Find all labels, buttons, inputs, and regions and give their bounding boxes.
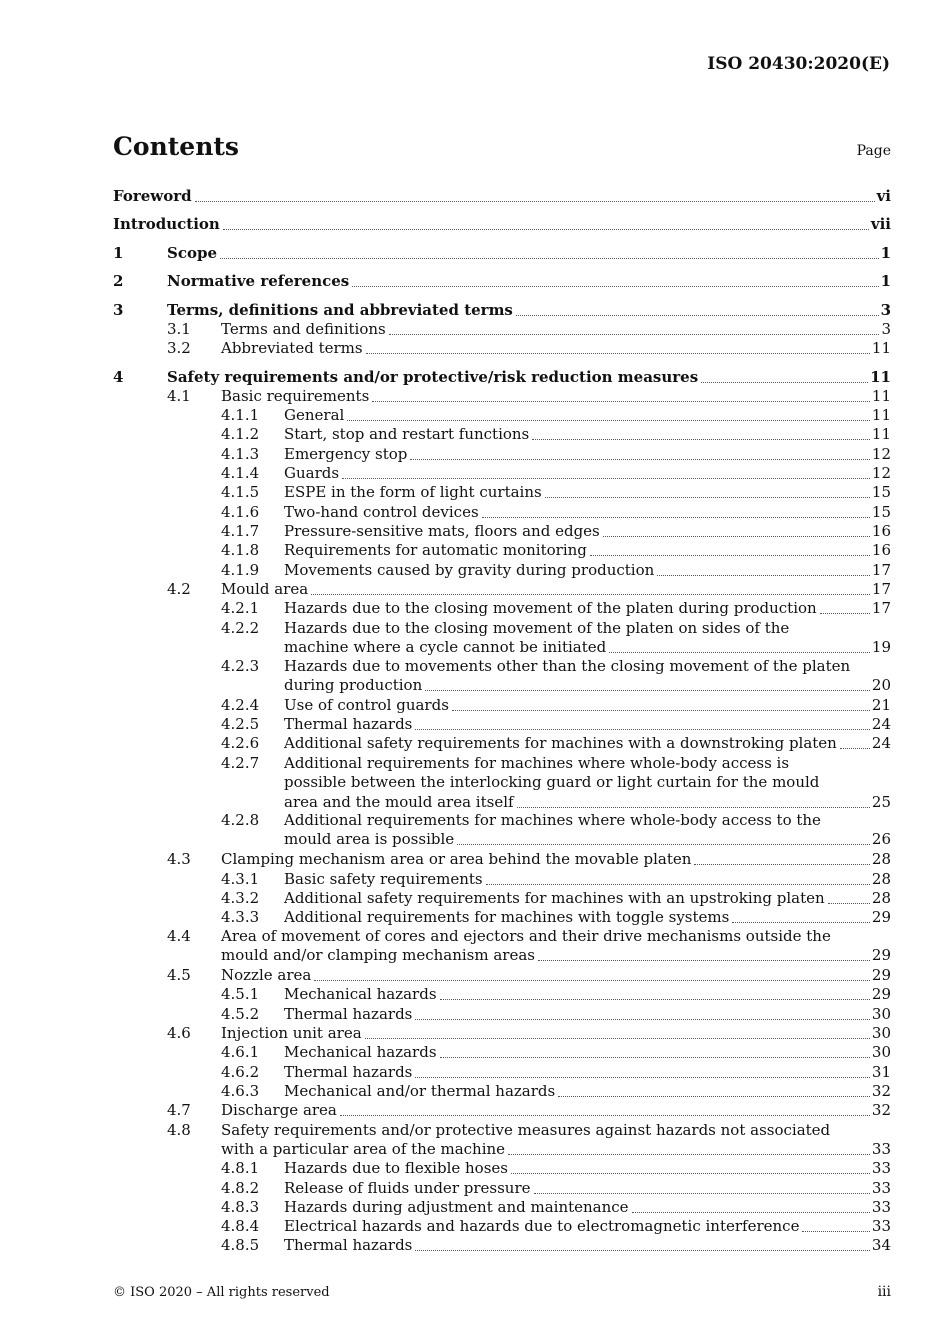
toc-entry-page: 25 [871, 792, 891, 811]
toc-entry-number: 4.5 [167, 966, 191, 984]
toc-entry-page: 16 [871, 522, 891, 540]
toc-entry-page: vi [876, 187, 891, 205]
toc-entry-number: 4.6.2 [221, 1063, 260, 1081]
toc-entry-number: 4.2 [167, 580, 191, 598]
toc-entry-title: Safety requirements and/or protective/risk reduction measures [167, 368, 699, 386]
toc-entry-title: Foreword [113, 187, 192, 205]
toc-entry-number: 4.5.1 [221, 985, 260, 1003]
dot-leader [352, 286, 878, 287]
dot-leader [347, 420, 870, 421]
toc-entry[interactable] [113, 406, 891, 425]
toc-entry-page: 29 [871, 985, 891, 1003]
toc-entry[interactable] [113, 301, 891, 320]
toc-entry[interactable] [113, 445, 891, 464]
toc-entry-title-line: Additional requirements for machines where whole-body access is [284, 754, 790, 772]
dot-leader [314, 980, 870, 981]
dot-leader [372, 401, 870, 402]
toc-entry[interactable] [113, 927, 891, 966]
toc-entry-page: 30 [871, 1005, 891, 1023]
toc-entry-title: Start, stop and restart functions [284, 425, 530, 443]
toc-entry-page: 33 [871, 1217, 891, 1235]
dot-leader [311, 594, 870, 595]
toc-entry-title: Nozzle area [221, 966, 312, 984]
toc-entry-title-line: Hazards due to the closing movement of the platen on sides of the [284, 619, 790, 637]
dot-leader [538, 960, 870, 961]
toc-entry-number: 4.1.1 [221, 406, 260, 424]
toc-entry-title: Basic safety requirements [284, 870, 483, 888]
dot-leader [415, 729, 870, 730]
toc-entry-title: Terms and definitions [221, 320, 386, 338]
toc-entry-page: 1 [880, 244, 891, 262]
toc-entry[interactable] [113, 1121, 891, 1160]
toc-entry-title: Hazards due to flexible hoses [284, 1159, 508, 1177]
toc-entry-number: 4.7 [167, 1101, 191, 1119]
toc-entry-number: 4.2.7 [221, 754, 260, 772]
toc-entry-title: Thermal hazards [284, 715, 413, 733]
toc-entry-title: ESPE in the form of light curtains [284, 483, 542, 501]
toc-entry-title: Requirements for automatic monitoring [284, 541, 587, 559]
toc-entry-number: 4.2.6 [221, 734, 260, 752]
toc-entry[interactable] [113, 599, 891, 618]
toc-entry-number: 4.1 [167, 387, 191, 405]
toc-entry-title-line: Hazards due to movements other than the closing movement of the platen [284, 657, 851, 675]
toc-entry-page: 33 [871, 1179, 891, 1197]
toc-entry-page: 15 [871, 503, 891, 521]
toc-entry-number: 1 [113, 244, 124, 262]
toc-entry[interactable] [113, 1024, 891, 1043]
toc-entry-number: 4.8 [167, 1121, 191, 1139]
dot-leader [452, 710, 870, 711]
toc-entry-page: 24 [871, 734, 891, 752]
dot-leader [532, 439, 870, 440]
toc-entry[interactable] [113, 464, 891, 483]
toc-entry-title: Terms, definitions and abbreviated terms [167, 301, 513, 319]
toc-entry-title: Discharge area [221, 1101, 337, 1119]
dot-leader [440, 999, 870, 1000]
dot-leader [632, 1212, 870, 1213]
dot-leader [457, 844, 870, 845]
toc-entry-number: 4.6.3 [221, 1082, 260, 1100]
toc-entry-title: Injection unit area [221, 1024, 362, 1042]
toc-entry[interactable] [113, 368, 891, 387]
toc-entry[interactable] [113, 503, 891, 522]
dot-leader [342, 478, 870, 479]
toc-entry-title: Thermal hazards [284, 1236, 413, 1254]
toc-entry-number: 4.3 [167, 850, 191, 868]
toc-entry-number: 4.1.7 [221, 522, 260, 540]
toc-entry-page: 19 [871, 638, 891, 657]
toc-entry-number: 4.8.3 [221, 1198, 260, 1216]
toc-entry-number: 4.1.5 [221, 483, 260, 501]
toc-entry-title: Basic requirements [221, 387, 370, 405]
toc-entry-page: 30 [871, 1024, 891, 1042]
dot-leader [365, 1038, 870, 1039]
toc-entry[interactable] [113, 387, 891, 406]
toc-entry-title-line: Additional requirements for machines where whole-body access to the [284, 811, 821, 829]
toc-entry-number: 4.5.2 [221, 1005, 260, 1023]
toc-entry-title: Mechanical hazards [284, 1043, 437, 1061]
dot-leader [828, 903, 870, 904]
toc-entry[interactable] [113, 339, 891, 358]
toc-entry-title: Normative references [167, 272, 350, 290]
toc-entry[interactable] [113, 754, 891, 812]
toc-entry-title-line: possible between the interlocking guard or light curtain for the mould [284, 773, 820, 792]
toc-entry[interactable] [113, 1043, 891, 1062]
dot-leader [223, 229, 869, 230]
toc-entry-number: 4 [113, 368, 124, 386]
toc-entry-number: 4.3.3 [221, 908, 260, 926]
dot-leader [415, 1077, 870, 1078]
toc-entry-title: General [284, 406, 345, 424]
toc-entry-title: Scope [167, 244, 218, 262]
dot-leader [840, 748, 870, 749]
page-title: Contents [113, 132, 240, 161]
toc-entry-title: Additional safety requirements for machines with a downstroking platen [284, 734, 837, 752]
toc-entry-page: 3 [881, 320, 891, 338]
footer-page-number: iii [877, 1284, 891, 1300]
toc-entry[interactable] [113, 1082, 891, 1101]
toc-entry[interactable] [113, 1217, 891, 1236]
toc-entry-title: Pressure-sensitive mats, floors and edges [284, 522, 600, 540]
toc-entry-page: 28 [871, 889, 891, 907]
toc-entry-title: Hazards during adjustment and maintenance [284, 1198, 629, 1216]
toc-entry-page: 16 [871, 541, 891, 559]
dot-leader [482, 517, 870, 518]
toc-entry-page: 11 [871, 339, 891, 357]
dot-leader [802, 1231, 869, 1232]
toc-entry-number: 4.2.2 [221, 619, 260, 637]
toc-entry-page: 20 [871, 676, 891, 695]
toc-entry[interactable] [113, 244, 891, 263]
toc-entry-page: 29 [871, 946, 891, 965]
toc-entry[interactable] [113, 696, 891, 715]
dot-leader [415, 1250, 870, 1251]
toc-entry-number: 4.2.5 [221, 715, 260, 733]
toc-entry-number: 3 [113, 301, 124, 319]
toc-entry-number: 3.1 [167, 320, 191, 338]
dot-leader [694, 864, 869, 865]
toc-entry-number: 4.4 [167, 927, 191, 945]
toc-entry-page: 30 [871, 1043, 891, 1061]
toc-entry-number: 4.2.4 [221, 696, 260, 714]
toc-entry-title: Introduction [113, 215, 220, 233]
dot-leader [410, 459, 870, 460]
toc-entry-number: 4.2.1 [221, 599, 260, 617]
toc-entry[interactable] [113, 425, 891, 444]
toc-entry[interactable] [113, 889, 891, 908]
toc-entry-title-line: Safety requirements and/or protective measures against hazards not associated [221, 1121, 831, 1139]
toc-entry-title: with a particular area of the machine [221, 1140, 506, 1159]
dot-leader [545, 497, 870, 498]
toc-entry-page: 3 [880, 301, 891, 319]
dot-leader [366, 353, 870, 354]
toc-entry[interactable] [113, 320, 891, 339]
dot-leader [415, 1019, 870, 1020]
page-column-label: Page [856, 143, 891, 159]
toc-entry-page: 33 [871, 1140, 891, 1159]
toc-entry-title: mould area is possible [284, 830, 455, 849]
toc-entry-number: 4.2.8 [221, 811, 260, 829]
toc-entry-page: 32 [871, 1101, 891, 1119]
dot-leader [732, 922, 870, 923]
toc-entry-number: 4.1.4 [221, 464, 260, 482]
toc-entry-title: Guards [284, 464, 340, 482]
toc-entry-number: 4.6.1 [221, 1043, 260, 1061]
toc-entry-title: Release of fluids under pressure [284, 1179, 531, 1197]
toc-entry-page: 12 [871, 445, 891, 463]
toc-entry-page: 17 [871, 580, 891, 598]
toc-entry-number: 4.1.6 [221, 503, 260, 521]
toc-entry-number: 4.8.4 [221, 1217, 260, 1235]
dot-leader [603, 536, 870, 537]
toc-entry-number: 4.8.1 [221, 1159, 260, 1177]
toc-entry[interactable] [113, 715, 891, 734]
toc-entry-page: 34 [871, 1236, 891, 1254]
dot-leader [340, 1115, 870, 1116]
toc-entry-title: Emergency stop [284, 445, 408, 463]
toc-entry-number: 4.1.3 [221, 445, 260, 463]
toc-entry-page: 11 [871, 387, 891, 405]
dot-leader [701, 382, 868, 383]
dot-leader [508, 1154, 870, 1155]
toc-entry[interactable] [113, 734, 891, 753]
toc-entry[interactable] [113, 985, 891, 1004]
toc-entry-number: 4.1.8 [221, 541, 260, 559]
toc-entry-page: 11 [870, 368, 891, 386]
toc-entry-title: Thermal hazards [284, 1063, 413, 1081]
toc-entry-number: 4.3.1 [221, 870, 260, 888]
toc-entry-title: during production [284, 676, 423, 695]
dot-leader [220, 258, 879, 259]
toc-entry-title: mould and/or clamping mechanism areas [221, 946, 535, 965]
dot-leader [534, 1193, 870, 1194]
toc-entry-title: machine where a cycle cannot be initiated [284, 638, 607, 657]
toc-entry-page: 21 [871, 696, 891, 714]
dot-leader [425, 690, 870, 691]
toc-entry-page: 28 [871, 850, 891, 868]
toc-entry[interactable] [113, 1198, 891, 1217]
toc-entry[interactable] [113, 580, 891, 599]
toc-entry-page: 11 [871, 406, 891, 424]
toc-entry[interactable] [113, 187, 891, 206]
toc-entry-number: 4.8.2 [221, 1179, 260, 1197]
toc-entry-title: Clamping mechanism area or area behind the movable platen [221, 850, 692, 868]
dot-leader [609, 652, 870, 653]
toc-entry[interactable] [113, 483, 891, 502]
toc-entry-title: Electrical hazards and hazards due to electromagnetic interference [284, 1217, 800, 1235]
toc-entry-number: 4.3.2 [221, 889, 260, 907]
toc-entry-title: Hazards due to the closing movement of the platen during production [284, 599, 817, 617]
toc-entry-page: 15 [871, 483, 891, 501]
toc-entry[interactable] [113, 522, 891, 541]
dot-leader [511, 1173, 870, 1174]
toc-entry[interactable] [113, 619, 891, 658]
toc-entry[interactable] [113, 811, 891, 850]
dot-leader [389, 334, 880, 335]
toc-entry-page: 12 [871, 464, 891, 482]
toc-entry-page: 1 [880, 272, 891, 290]
footer-copyright: © ISO 2020 – All rights reserved [113, 1285, 330, 1300]
toc-entry[interactable] [113, 1179, 891, 1198]
toc-entry-title: Additional safety requirements for machines with an upstroking platen [284, 889, 825, 907]
toc-entry-page: 17 [871, 561, 891, 579]
toc-entry-page: 28 [871, 870, 891, 888]
toc-entry-page: 29 [871, 966, 891, 984]
toc-entry-number: 4.6 [167, 1024, 191, 1042]
toc-entry-title: Additional requirements for machines with toggle systems [284, 908, 730, 926]
toc-entry-title: Mould area [221, 580, 309, 598]
toc-entry[interactable] [113, 541, 891, 560]
toc-entry-number: 3.2 [167, 339, 191, 357]
toc-entry[interactable] [113, 908, 891, 927]
toc-entry[interactable] [113, 966, 891, 985]
toc-entry-page: vii [870, 215, 891, 233]
toc-entry-title-line: Area of movement of cores and ejectors and their drive mechanisms outside the [221, 927, 831, 945]
toc-entry-number: 4.1.2 [221, 425, 260, 443]
toc-entry[interactable] [113, 1159, 891, 1178]
toc-entry-page: 31 [871, 1063, 891, 1081]
toc-entry-page: 24 [871, 715, 891, 733]
toc-entry[interactable] [113, 272, 891, 291]
toc-entry-page: 33 [871, 1159, 891, 1177]
toc-entry[interactable] [113, 1005, 891, 1024]
dot-leader [590, 555, 870, 556]
toc-entry-page: 33 [871, 1198, 891, 1216]
toc-entry-title: area and the mould area itself [284, 792, 514, 811]
dot-leader [558, 1096, 870, 1097]
dot-leader [517, 807, 870, 808]
toc-entry-page: 17 [871, 599, 891, 617]
toc-entry-title: Mechanical hazards [284, 985, 437, 1003]
toc-entry-title: Two-hand control devices [284, 503, 479, 521]
toc-entry[interactable] [113, 657, 891, 696]
toc-entry[interactable] [113, 1236, 891, 1255]
toc-entry[interactable] [113, 561, 891, 580]
toc-entry-number: 2 [113, 272, 124, 290]
dot-leader [516, 315, 879, 316]
toc-entry-number: 4.2.3 [221, 657, 260, 675]
toc-entry-title: Movements caused by gravity during production [284, 561, 655, 579]
dot-leader [195, 201, 875, 202]
toc-entry-page: 26 [871, 830, 891, 849]
toc-entry-page: 32 [871, 1082, 891, 1100]
toc-entry[interactable] [113, 1063, 891, 1082]
toc-entry-page: 11 [871, 425, 891, 443]
toc-entry-number: 4.1.9 [221, 561, 260, 579]
toc-entry[interactable] [113, 870, 891, 889]
toc-entry[interactable] [113, 215, 891, 234]
dot-leader [820, 613, 870, 614]
toc-entry-title: Thermal hazards [284, 1005, 413, 1023]
dot-leader [486, 884, 870, 885]
toc-entry[interactable] [113, 1101, 891, 1120]
toc-entry-title: Mechanical and/or thermal hazards [284, 1082, 556, 1100]
dot-leader [657, 575, 870, 576]
toc-entry-title: Use of control guards [284, 696, 449, 714]
toc-entry-number: 4.8.5 [221, 1236, 260, 1254]
toc-entry[interactable] [113, 850, 891, 869]
document-id: ISO 20430:2020(E) [707, 54, 890, 74]
toc-entry-title: Abbreviated terms [221, 339, 363, 357]
toc-entry-page: 29 [871, 908, 891, 926]
dot-leader [440, 1057, 870, 1058]
